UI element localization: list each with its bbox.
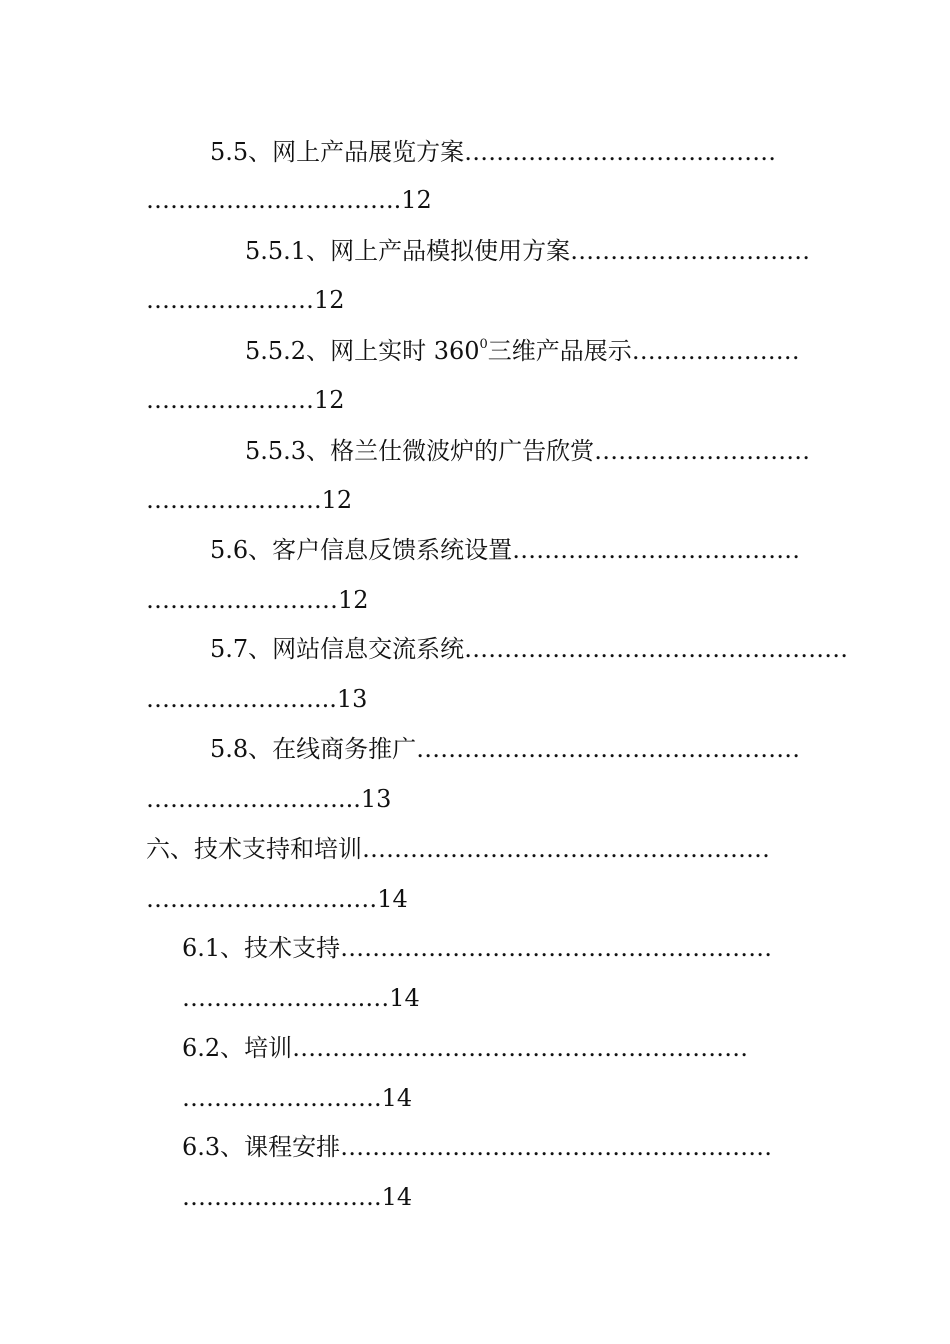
toc-entry-5-8[interactable] [210,734,950,764]
toc-leader-dots: ………………………………………… [464,635,849,663]
toc-title-rest: 三维产品展示 [487,337,632,365]
toc-leader-dots: …………………… [182,1084,374,1112]
toc-page-number: ..…14 [338,885,408,913]
toc-entry-5-5[interactable] [210,137,950,167]
toc-entry-5-5-1[interactable] [245,236,950,266]
toc-title: 六、技术支持和培训 [146,835,362,863]
toc-title: 5.7、网站信息交流系统 [210,635,465,663]
toc-leader-dots: ………………………… [570,237,811,265]
toc-page-number: 12 [314,286,345,314]
toc-leader-dots: …………………………………………… [362,835,770,863]
toc-entry-5-8-cont [146,784,391,814]
toc-entry-6-3[interactable] [182,1132,950,1162]
toc-leader-dots: …………… [146,486,266,514]
toc-title: 5.8、在线商务推广 [210,735,417,763]
toc-leader-dots: ………………………………………………… [292,1034,749,1062]
toc-leader-dots: ………………………… [146,186,386,214]
toc-page-number: ..12 [386,186,432,214]
toc-leader-dots: ……………………………………………… [340,1133,773,1161]
toc-entry-6-1-cont [182,983,420,1013]
toc-entry-6[interactable] [146,834,950,864]
toc-page-number: …….12 [266,486,353,514]
toc-leader-dots: ………………… [631,337,800,365]
toc-entry-5-5-3-cont [146,485,352,515]
toc-leader-dots: ………………………………… [464,138,777,166]
toc-leader-dots: ………………… [146,785,314,813]
toc-leader-dots: ……………………………… [512,536,801,564]
toc-entry-5-5-3[interactable] [245,436,950,466]
toc-entry-5-5-2-cont [146,385,345,415]
toc-leader-dots: ………………………………………… [416,735,801,763]
toc-page-number: .14 [374,1183,413,1211]
toc-leader-dots: ………………… [146,286,314,314]
toc-title: 6.2、培训 [182,1034,293,1062]
toc-page-number: …...13 [290,685,368,713]
toc-title: 5.5.1、网上产品模拟使用方案 [245,237,571,265]
toc-title: 5.6、客户信息反馈系统设置 [210,536,513,564]
toc-leader-dots: ………………… [182,984,350,1012]
toc-title: 5.5、网上产品展览方案 [210,138,465,166]
toc-leader-dots: ……………………… [594,437,811,465]
toc-title: 5.5.3、格兰仕微波炉的广告欣赏 [245,437,595,465]
toc-entry-5-7-cont [146,684,367,714]
toc-leader-dots: …………………… [182,1183,374,1211]
toc-page-number: 12 [338,586,369,614]
toc-entry-5-5-cont [146,185,432,215]
toc-leader-dots: ……………………………………………… [340,934,773,962]
toc-title: 6.1、技术支持 [182,934,341,962]
toc-entry-6-1[interactable] [182,933,950,963]
toc-entry-6-3-cont [182,1182,412,1212]
toc-page-number: …...13 [314,785,392,813]
toc-superscript: 0 [479,337,488,352]
toc-page-number: 12 [314,386,345,414]
toc-title: 5.5.2、网上实时 360 [245,337,480,365]
toc-page-number: ..…14 [350,984,420,1012]
toc-leader-dots: ………………… [146,386,314,414]
toc-entry-6-2-cont [182,1083,412,1113]
toc-leader-dots: ……………… [146,685,290,713]
toc-entry-5-5-1-cont [146,285,345,315]
toc-entry-6-2[interactable] [182,1033,950,1063]
toc-leader-dots: …………………… [146,885,338,913]
toc-entry-5-6-cont [146,585,369,615]
toc-entry-5-5-2[interactable] [245,336,950,366]
toc-page-number: .14 [374,1084,413,1112]
toc-title: 6.3、课程安排 [182,1133,341,1161]
toc-leader-dots: …………………… [146,586,338,614]
toc-entry-6-cont [146,884,408,914]
toc-entry-5-7[interactable] [210,634,950,664]
toc-entry-5-6[interactable] [210,535,950,565]
